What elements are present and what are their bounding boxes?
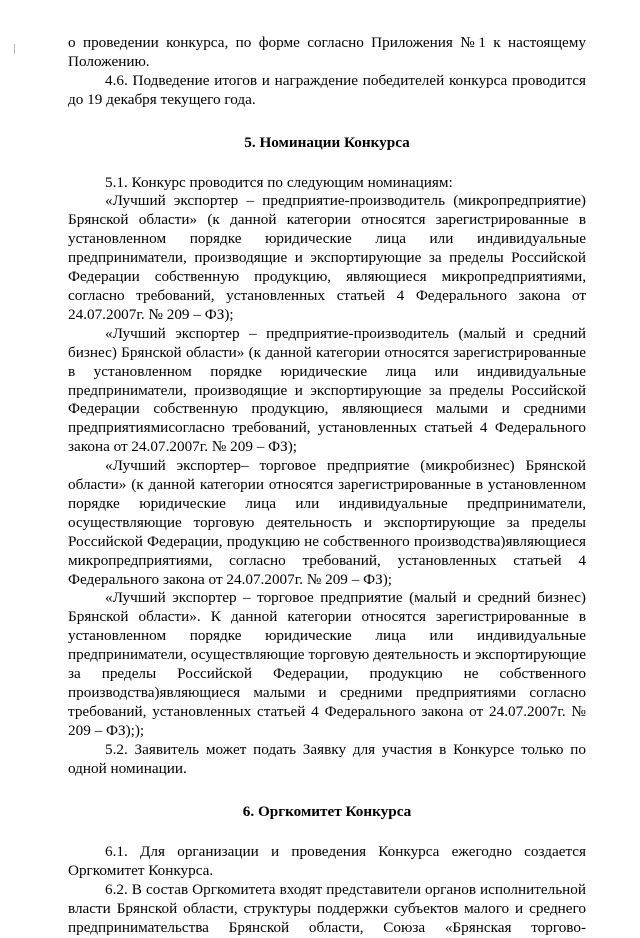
continuation-paragraph: о проведении конкурса, по форме согласно Приложения №1 к настоящему Положению. [68, 34, 586, 70]
nomination-3: «Лучший экспортер– торговое предприятие (микробизнес) Брянской области» (к данной категории относятся зарегистрированные в установленном порядке юридические лица или индивидуальные предприниматели, осуществляющие торговую деятельность и экспортирующие за пределы Российской Федерации, продукцию не собственного производства)являющиеся микропредприятиями, согласно требований, установленных статьей 4 Федерального закона от 24.07.2007г. № 209 – ФЗ); [68, 457, 586, 588]
nomination-2: «Лучший экспортер – предприятие-производитель (малый и средний бизнес) Брянской области» (к данной категории относятся зарегистрированные в установленном порядке юридические лица или индивидуальные предприниматели, производящие и экспортирующие за пределы Российской Федерации собственную продукцию, являющиеся малыми и средними предприятиямисогласно требований, установленных статьей 4 Федерального закона от 24.07.2007г. № 209 – ФЗ); [68, 324, 586, 456]
paragraph-4-6: 4.6. Подведение итогов и награждение победителей конкурса проводится до 19 декабря текущего года. [68, 71, 586, 108]
paragraph-5-1: 5.1. Конкурс проводится по следующим номинациям: [105, 173, 453, 191]
paragraph-6-1: 6.1. Для организации и проведения Конкурса ежегодно создается Оргкомитет Конкурса. [68, 843, 586, 880]
nomination-4: «Лучший экспортер – торговое предприятие (малый и средний бизнес) Брянской области». К данной категории относятся зарегистрированные в установленном порядке юридические лица или индивидуальные предприниматели, осуществляющие торговую деятельность и экспортирующие за пределы Российской Федерации, продукцию не собственного производства)являющиеся малыми и средними предприятиями согласно требований, установленных статьей 4 Федерального закона от 24.07.2007г. № 209 – ФЗ);); [68, 589, 586, 739]
nomination-1: «Лучший экспортер – предприятие-производитель (микропредприятие) Брянской области» (к данной категории относятся зарегистрированные в установленном порядке юридические лица или индивидуальные предприниматели, производящие и экспортирующие за пределы Российской Федерации собственную продукцию, являющиеся микропредприятиями, согласно требований, установленных статьей 4 Федерального закона от 24.07.2007г. № 209 – ФЗ); [68, 192, 586, 323]
paragraph-5-2: 5.2. Заявитель может подать Заявку для участия в Конкурсе только по одной номинации. [68, 740, 586, 777]
section-6-heading: 6. Оргкомитет Конкурса [242, 802, 412, 820]
document-page [68, 0, 586, 938]
section-5-heading: 5. Номинации Конкурса [244, 133, 410, 151]
scan-margin-mark [14, 44, 15, 54]
paragraph-6-2: 6.2. В состав Оргкомитета входят представители органов исполнительной власти Брянской области, структуры поддержки субъектов малого и среднего предпринимательства Брянской области, Союза «Брянская торгово- [68, 881, 586, 937]
